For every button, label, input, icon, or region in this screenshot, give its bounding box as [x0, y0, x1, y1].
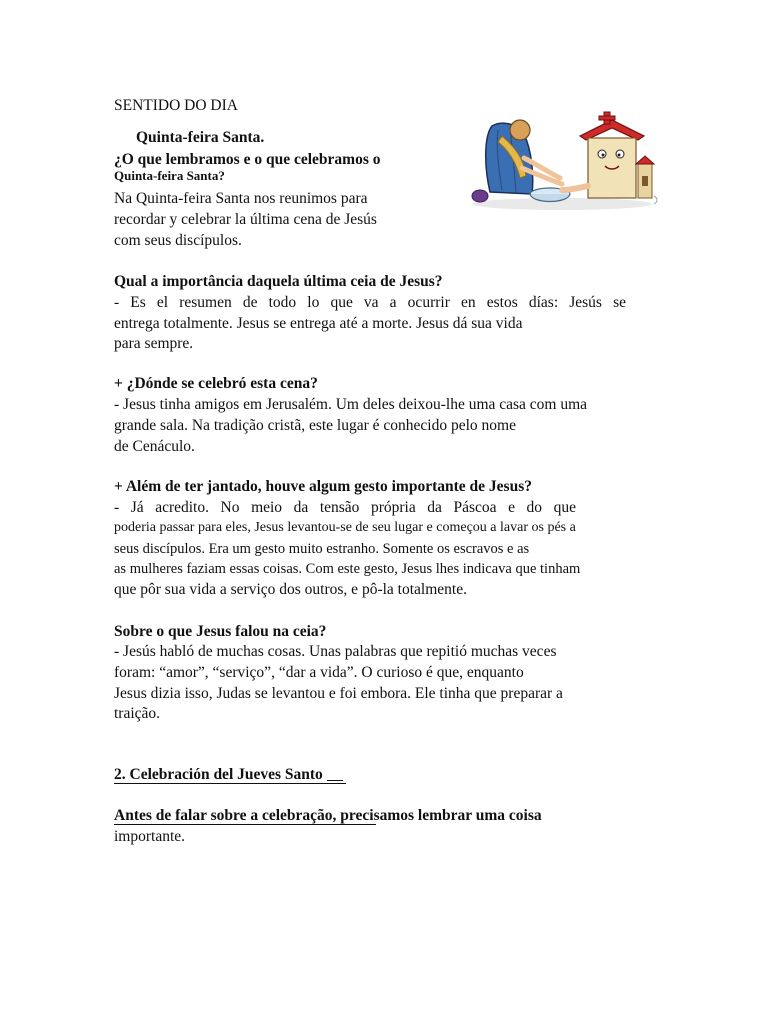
intro-answer-line-2: recordar y celebrar la última cena de Jesús	[114, 211, 377, 228]
q1-answer-line-1: - Es el resumen de todo lo que va a ocurrir en estos días: Jesús se	[114, 294, 626, 311]
q3-answer-line-1: - Já acredito. No meio da tensão própria da Páscoa e do que	[114, 499, 576, 516]
q3-answer-line-3: seus discípulos. Era um gesto muito estranho. Somente os escravos e as	[114, 541, 530, 557]
section-2-title	[114, 765, 343, 785]
section-2-intro-line-1: Antes de falar sobre a celebração, precisamos lembrar uma coisa	[114, 807, 542, 824]
q3-answer-line-4: as mulheres faziam essas coisas. Com este gesto, Jesus lhes indicava que tinham	[114, 561, 581, 577]
foot-washing-illustration-icon	[462, 106, 660, 212]
q3-answer-line-5: que pôr sua vida a serviço dos outros, e pô-la totalmente.	[114, 581, 467, 598]
q4-answer-line-4: traição.	[114, 705, 161, 722]
q2-answer-line-2: grande sala. Na tradição cristã, este lugar é conhecido pelo nome	[114, 417, 516, 434]
q1-answer-line-3: para sempre.	[114, 335, 194, 352]
section-2-title-text: 2. Celebración del Jueves Santo	[114, 766, 323, 783]
q1-question: Qual a importância daquela última ceia de Jesus?	[114, 273, 443, 290]
q2-question: + ¿Dónde se celebró esta cena?	[114, 375, 318, 392]
title-underline-rule	[327, 780, 343, 781]
intro-answer-line-1: Na Quinta-feira Santa nos reunimos para	[114, 190, 368, 207]
page-header: SENTIDO DO DIA	[114, 97, 238, 114]
subtitle: Quinta-feira Santa.	[136, 129, 265, 146]
intro-question-line-2: Quinta-feira Santa?	[114, 168, 225, 183]
q4-answer-line-2: foram: “amor”, “serviço”, “dar a vida”. O curioso é que, enquanto	[114, 664, 524, 681]
q4-answer-line-3: Jesus dizia isso, Judas se levantou e foi embora. Ele tinha que preparar a	[114, 685, 563, 702]
section-2-title-underline	[114, 783, 346, 784]
q4-answer-line-1: - Jesús habló de muchas cosas. Unas palabras que repitió muchas veces	[114, 643, 557, 660]
section-2-intro-underline	[114, 824, 376, 825]
intro-answer-line-3: com seus discípulos.	[114, 232, 242, 249]
q1-answer-line-2: entrega totalmente. Jesus se entrega até a morte. Jesus dá sua vida	[114, 315, 523, 332]
q3-answer-line-2: poderia passar para eles, Jesus levantou-se de seu lugar e começou a lavar os pés a	[114, 520, 576, 535]
section-2-intro-line-2: importante.	[114, 828, 186, 845]
intro-question-line-1: ¿O que lembramos e o que celebramos o	[114, 151, 381, 168]
q3-question: + Além de ter jantado, houve algum gesto importante de Jesus?	[114, 478, 532, 495]
q2-answer-line-1: - Jesus tinha amigos em Jerusalém. Um deles deixou-lhe uma casa com uma	[114, 396, 588, 413]
q2-answer-line-3: de Cenáculo.	[114, 438, 195, 455]
q4-question: Sobre o que Jesus falou na ceia?	[114, 623, 327, 640]
